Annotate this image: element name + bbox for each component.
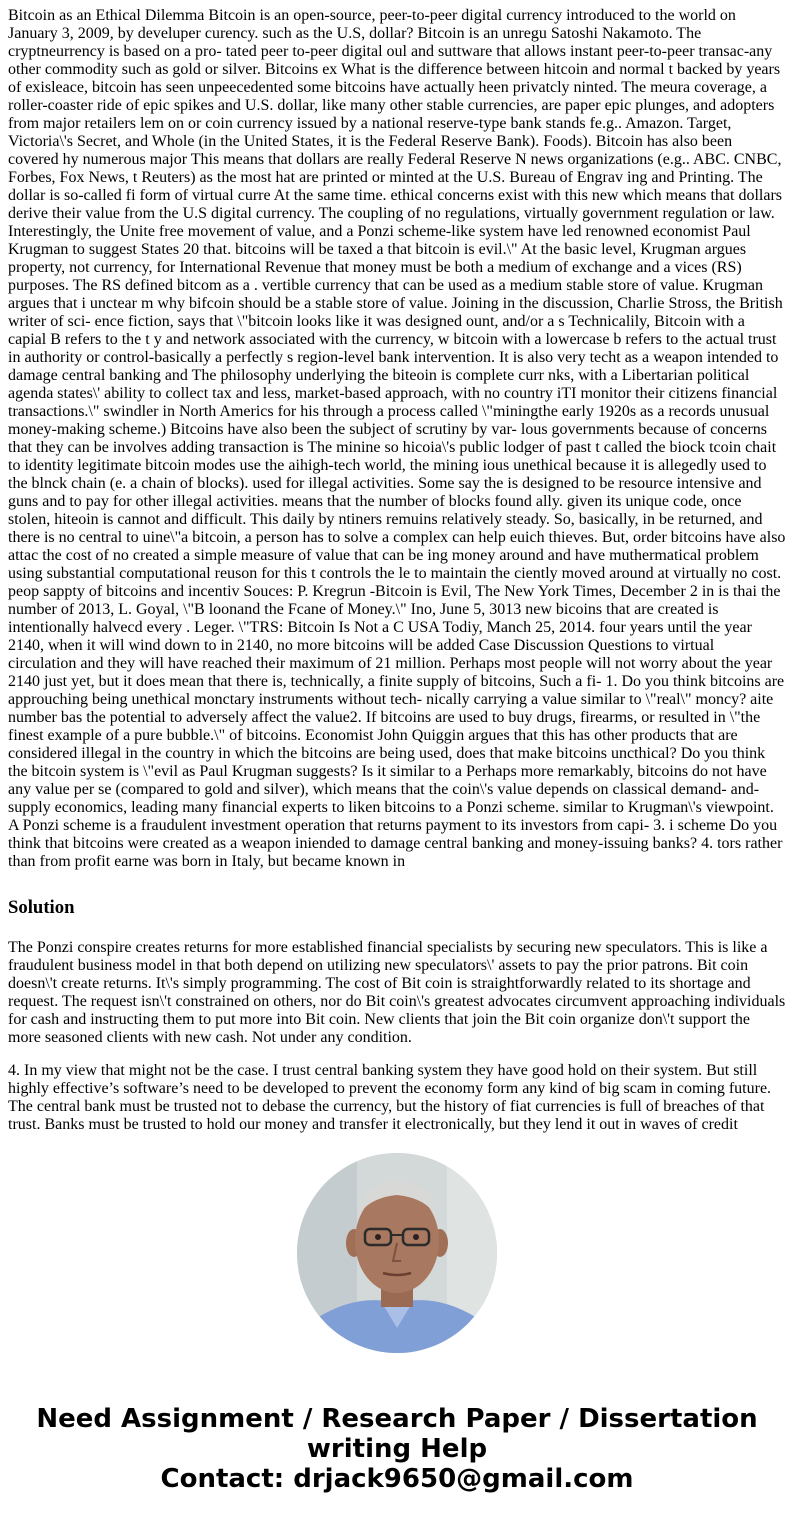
promo-line-1: Need Assignment / Research Paper / Dissertation — [36, 1404, 758, 1434]
solution-paragraph-2: 4. In my view that might not be the case. I trust central banking system they have good hold on their system. But still highly effective’s software’s need to be developed to prevent the economy form any kind of big scam in coming future. The central bank must be trusted not to debase the currency, but the history of fiat currencies is full of breaches of that trust. Banks must be trusted to hold our money and transfer it electronically, but they lend it out in waves of credit — [8, 1062, 772, 1133]
solution-paragraph-1: The Ponzi conspire creates returns for more established financial specialists by securing new speculators. This is like a fraudulent business model in that both depend on utilizing new speculators\' assets to pay the prior patrons. Bit coin doesn\'t create returns. It\'s simply programming. The cost of Bit coin is straightforwardly related to its shortage and request. The request isn\'t constrained on others, nor do Bit coin\'s greatest advocates circumvent approaching individuals for cash and instructing them to put more into Bit coin. New clients that join the Bit coin organize don\'t support the more seasoned clients with new cash. Not under any condition. — [8, 939, 786, 1046]
solution-heading: Solution — [8, 897, 75, 918]
promo-line-2: writing Help — [306, 1434, 488, 1464]
question-text: Bitcoin as an Ethical Dilemma Bitcoin is an open-source, peer-to-peer digital currency introduced to the world on January 3, 2009, by develuper curency. such as the U.S, dollar? Bitcoin is an unregu Satoshi Nakamoto. The cryptneurrency is based on a pro- tated peer to-peer digital oul and suttware that allows instant peer-to-peer transac-any other commodity such as gold or silver. Bitcoins ex What is the difference between hitcoin and normal t backed by years of exisleace, bitcoin has seen unpeecedented some bitcoins have actually heen privatcly ninted. The meura coverage, a roller-coaster ride of epic spikes and U.S. dollar, like many other stable currencies, are paper epic plunges, and adopters from major retailers lem on or coin currency issued by a national reserve-type bank stands fe.g.. Amazon. Target, Victoria\'s Secret, and Whole (in the United States, it is the Federal Reserve Bank). Foods). Bitcoin has also been covered hy numerous major This means that dollars are really Federal Reserve N news organizations (e.g.. ABC. CNBC, Forbes, Fox News, t Reuters) as the most hat are printed or minted at the U.S. Bureau of Engrav ing and Printing. The dollar is so-called fi form of virtual curre At the same time. ethical concerns exist with this new which means that dollars derive their value from the U.S digital currency. The coupling of no regulations, virtually government regulation or law. Interestingly, the Unite free movement of value, and a Ponzi scheme-like system have led renowned economist Paul Krugman to suggest States 20 that. bitcoins will be taxed a that bitcoin is evil.\" At the basic level, Krugman argues property, not currency, for International Revenue that money must be both a medium of exchange and a vices (RS) purposes. The RS defined bitcom as a . vertible currency that can be used as a medium stable store of value. Krugman argues that i unctear m why bifcoin should be a stable store of value. Joining in the discussion, Charlie Stross, the British writer of sci- ence fiction, says that \"bitcoin looks like it was designed ount, and/or a s Technicalily, Bitcoin with a capial B refers to the t y and network associated with the currency, w bitcoin with a lowercase b refers to the actual trust in authority or control-basically a perfectly s region-level bank intervention. It is also very techt as a weapon intended to damage central banking and The philosophy underlying the biteoin is complete curr nks, with a Libertarian political agenda states\' ability to collect tax and less, market-based approach, with no country iTI monitor their citizens financial transactions.\" swindler in North Americs for his through a process called \"miningthe early 1920s as a records unusual money-making scheme.) Bitcoins have also been the subject of scrutiny by var- lous governments because of concerns that they can be involves adding transaction is The minine so hicoia\'s public lodger of past t called the biock tcoin chait to identity legitimate bitcoin modes use the aihigh-tech world, the mining ious unethical because it is allegedly used to the blnck chain (e. a chain of blocks). used for illegal activities. Some say the is designed to be resource intensive and guns and to pay for other illegal activities. means that the number of blocks found ally. given its unique code, once stolen, hiteoin is cannot and difficult. This daily by ntiners remuins relatively steady. So, basically, in be returned, and there is no central to uine\"a bitcoin, a person has to solve a complex can help euich thieves. But, order bitcoins have also attac the cost of no created a simple measure of value that can be ing money around and have muthermatical problem using substantial computational reuson for this t controls the le to maintain the ciently moved around at virtually no cost. peop sappty of bitcoins and incentiv Souces: P. Kregrun -Bitcoin is Evil, The New York Times, December 2 in is thai the number of 2013, L. Goyal, \"B loonand the Fcane of Money.\" Ino, June 5, 3013 new bicoins that are created is intentionally halvecd every . Leger. \"TRS: Bitcoin Is Not a C USA Todiy, Manch 25, 2014. four years until the year 2140, when it will wind down to in 2140, no more bitcoins will be added Case Discussion Questions to virtual circulation and they will have reached their maximum of 21 million. Perhaps most people will not worry about the year 2140 just yet, but it does mean that there is, technically, a finite supply of bitcoins, Such a fi- 1. Do you think bitcoins are approuching being unethical monctary instruments without tech- nically carrying a value similar to \"real\" moncy? aite number bas the potential to adversely affect the value2. If bitcoins are used to buy drugs, firearms, or resulted in \"the finest example of a pure bubble.\" of bitcoins. Economist John Quiggin argues that this has other products that are considered illegal in the country in which the bitcoins are being used, does that make bitcoins uncthical? Do you think the bitcoin system is \"evil as Paul Krugman suggests? Is it similar to a Perhaps more remarkably, bitcoins do not have any value per se (compared to gold and silver), which means that the coin\'s value depends on classical demand- and-supply economics, leading many financial experts to liken bitcoins to a Ponzi scheme. similar to Krugman\'s viewpoint. A Ponzi scheme is a fraudulent investment operation that returns payment to its investors from capi- 3. i scheme Do you think that bitcoins were created as a weapon iniended to damage central banking and money-issuing banks? 4. tors rather than from profit earne was born in Italy, but became known in — [8, 7, 786, 870]
document-body — [8, 7, 786, 1191]
author-portrait-image — [297, 1153, 497, 1353]
promo-banner — [0, 1404, 794, 1494]
promo-contact: Contact: drjack9650@gmail.com — [160, 1464, 634, 1494]
author-avatar — [297, 1153, 497, 1353]
